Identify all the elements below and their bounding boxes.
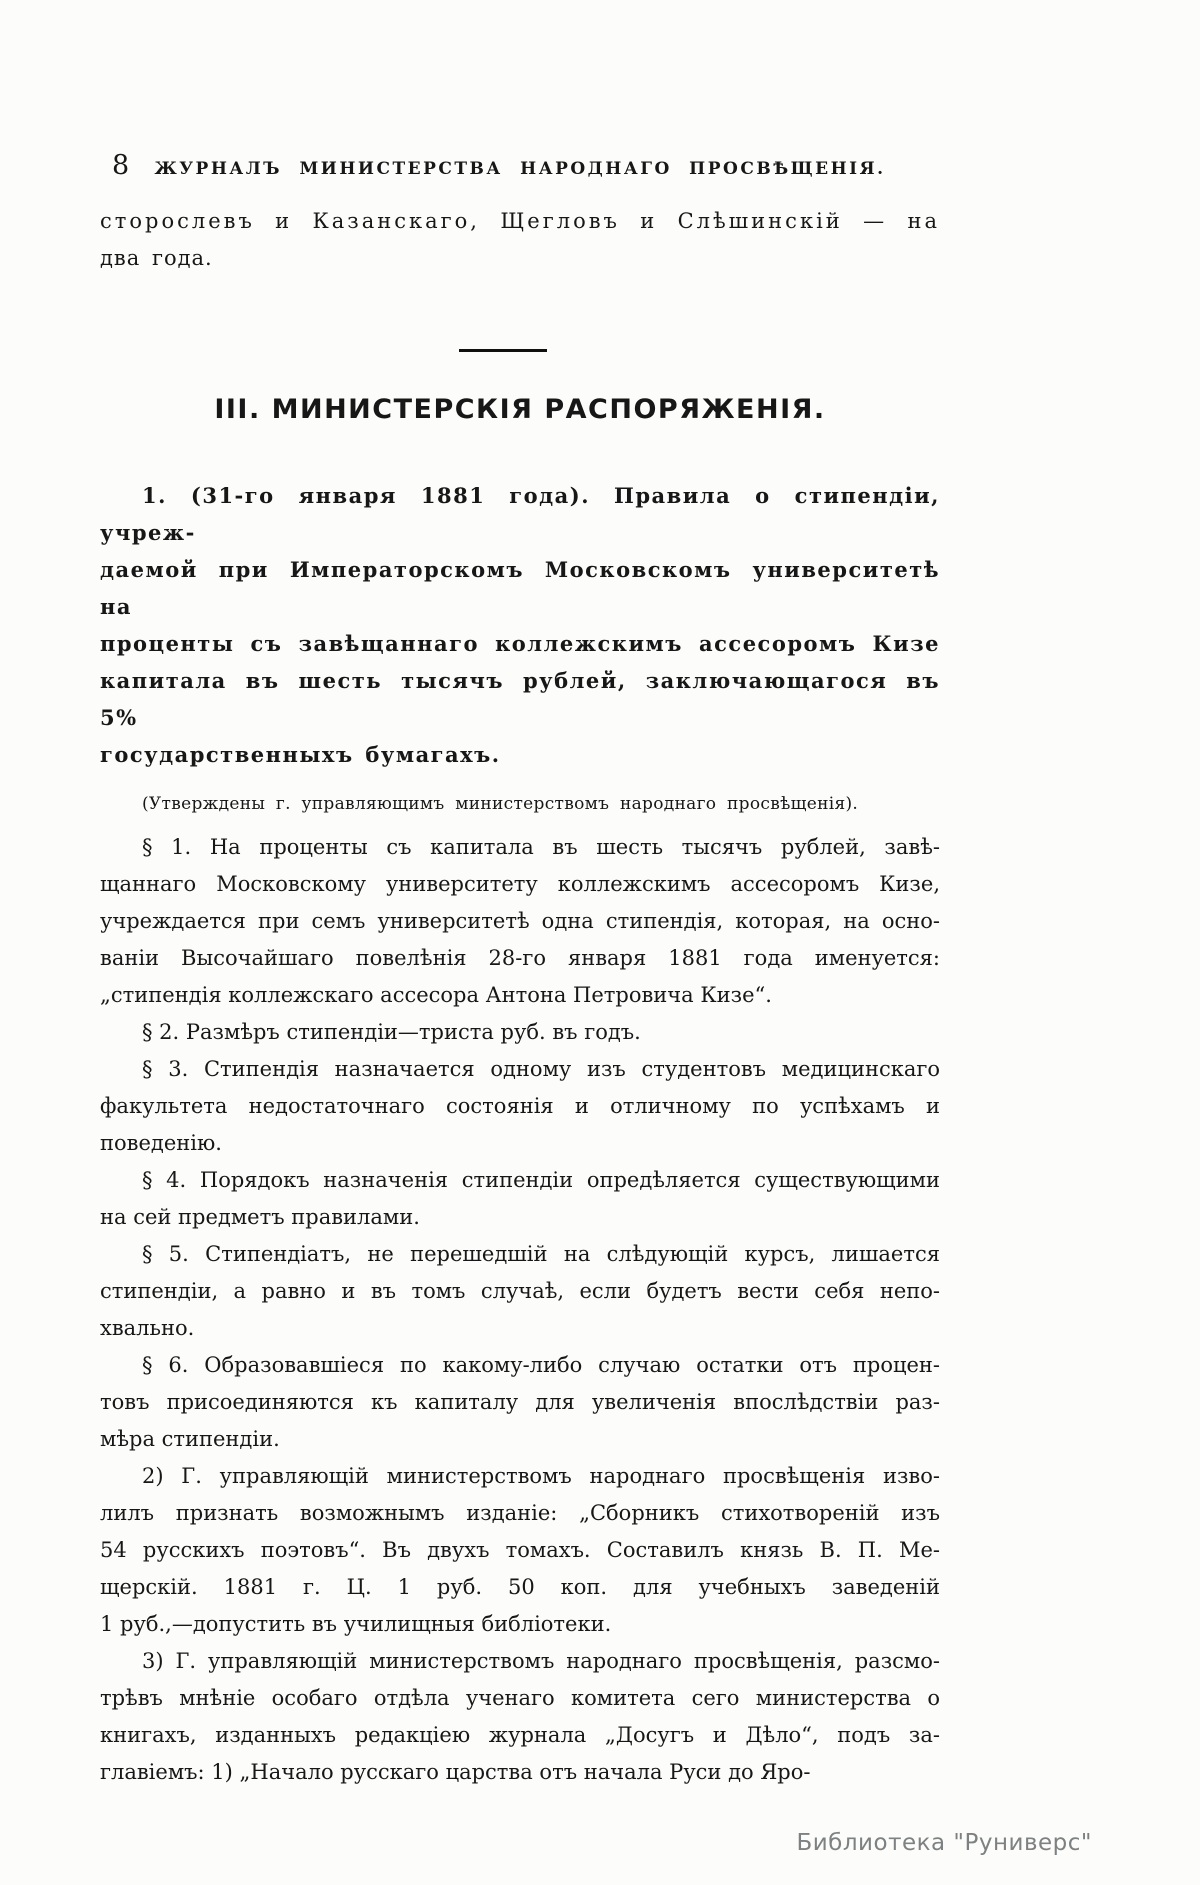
text-line: мѣра стипендіи. [100, 1427, 280, 1451]
text-line: § 2. Размѣръ стипендіи—триста руб. въ годъ. [142, 1020, 641, 1044]
text-line: главіемъ: 1) „Начало русскаго царства отъ начала Руси до Яро- [100, 1760, 811, 1784]
running-header-title: ЖУРНАЛЪ МИНИСТЕРСТВА НАРОДНАГО ПРОСВѢЩЕНІЯ. [154, 159, 886, 179]
text-line: книгахъ, изданныхъ редакціею журнала „Досугъ и Дѣло“, подъ за- [100, 1723, 940, 1747]
paragraph [100, 1643, 940, 1791]
text-line: щерскій. 1881 г. Ц. 1 руб. 50 коп. для учебныхъ заведеній [100, 1575, 940, 1599]
page-number: 8 [112, 150, 130, 181]
running-head [100, 150, 940, 190]
watermark: Библиотека "Руниверс" [796, 1830, 1092, 1856]
text-line: капитала въ шесть тысячъ рублей, заключающагося въ 5% [100, 668, 940, 730]
text-line: даемой при Императорскомъ Московскомъ университетѣ на [100, 557, 940, 619]
paragraph [100, 1162, 940, 1236]
text-line: 3) Г. управляющій министерствомъ народнаго просвѣщенія, разсмо- [142, 1649, 940, 1673]
text-line: хвально. [100, 1316, 195, 1340]
text-line: „стипендія коллежскаго ассесора Антона Петровича Кизе“. [100, 983, 772, 1007]
text-line: ваніи Высочайшаго повелѣнія 28-го января 1881 года именуется: [100, 946, 940, 970]
paragraph [100, 477, 940, 773]
paragraph [100, 789, 940, 819]
text-line: государственныхъ бумагахъ. [100, 742, 501, 767]
text-line: (Утверждены г. управляющимъ министерствомъ народнаго просвѣщенія). [142, 794, 859, 814]
text-line: 1 руб.,—допустить въ училищныя библіотеки. [100, 1612, 612, 1636]
text-line: § 5. Стипендіатъ, не перешедшій на слѣдующій курсъ, лишается [142, 1242, 940, 1266]
text-line: трѣвъ мнѣніе особаго отдѣла ученаго комитета сего министерства о [100, 1686, 940, 1710]
text-line: § 3. Стипендія назначается одному изъ студентовъ медицинскаго [142, 1057, 940, 1081]
text-line: § 6. Образовавшіеся по какому-либо случаю остатки отъ процен- [142, 1353, 940, 1377]
intro-paragraph [100, 203, 940, 277]
section-heading: III. МИНИСТЕРСКІЯ РАСПОРЯЖЕНІЯ. [214, 394, 826, 425]
text-line: 1. (31-го января 1881 года). Правила о стипендіи, учреж- [100, 483, 940, 545]
text-line: товъ присоединяются къ капиталу для увеличенія впослѣдствіи раз- [100, 1390, 940, 1414]
text-line: щаннаго Московскому университету коллежскимъ ассесоромъ Кизе, [100, 872, 940, 896]
text-line: два года. [100, 246, 213, 270]
paragraph [100, 1458, 940, 1643]
text-line: на сей предметъ правилами. [100, 1205, 420, 1229]
text-line: стипендіи, а равно и въ томъ случаѣ, если будетъ вести себя непо- [100, 1279, 940, 1303]
text-line: поведенію. [100, 1131, 222, 1155]
text-line: лилъ признать возможнымъ изданіе: „Сборникъ стихотвореній изъ [100, 1501, 940, 1525]
section-divider [459, 349, 547, 352]
text-line: учреждается при семъ университетѣ одна стипендія, которая, на осно- [100, 909, 940, 933]
paragraphs-container [100, 477, 940, 1791]
paragraph [100, 1051, 940, 1162]
text-line: 2) Г. управляющій министерствомъ народнаго просвѣщенія изво- [142, 1464, 940, 1488]
text-line: § 4. Порядокъ назначенія стипендіи опредѣляется существующими [142, 1168, 940, 1192]
text-line: проценты съ завѣщаннаго коллежскимъ ассесоромъ Кизе [100, 631, 940, 656]
paragraph [100, 1347, 940, 1458]
text-line: 54 русскихъ поэтовъ“. Въ двухъ томахъ. Составилъ князь В. П. Ме- [100, 1538, 940, 1562]
text-line: § 1. На проценты съ капитала въ шесть тысячъ рублей, завѣ- [142, 835, 940, 859]
paragraph [100, 829, 940, 1014]
paragraph [100, 1236, 940, 1347]
text-line: факультета недостаточнаго состоянія и отличному по успѣхамъ и [100, 1094, 940, 1118]
text-line: сторослевъ и Казанскаго, Щегловъ и Слѣшинскій — на [100, 209, 940, 233]
paragraph [100, 1014, 940, 1051]
